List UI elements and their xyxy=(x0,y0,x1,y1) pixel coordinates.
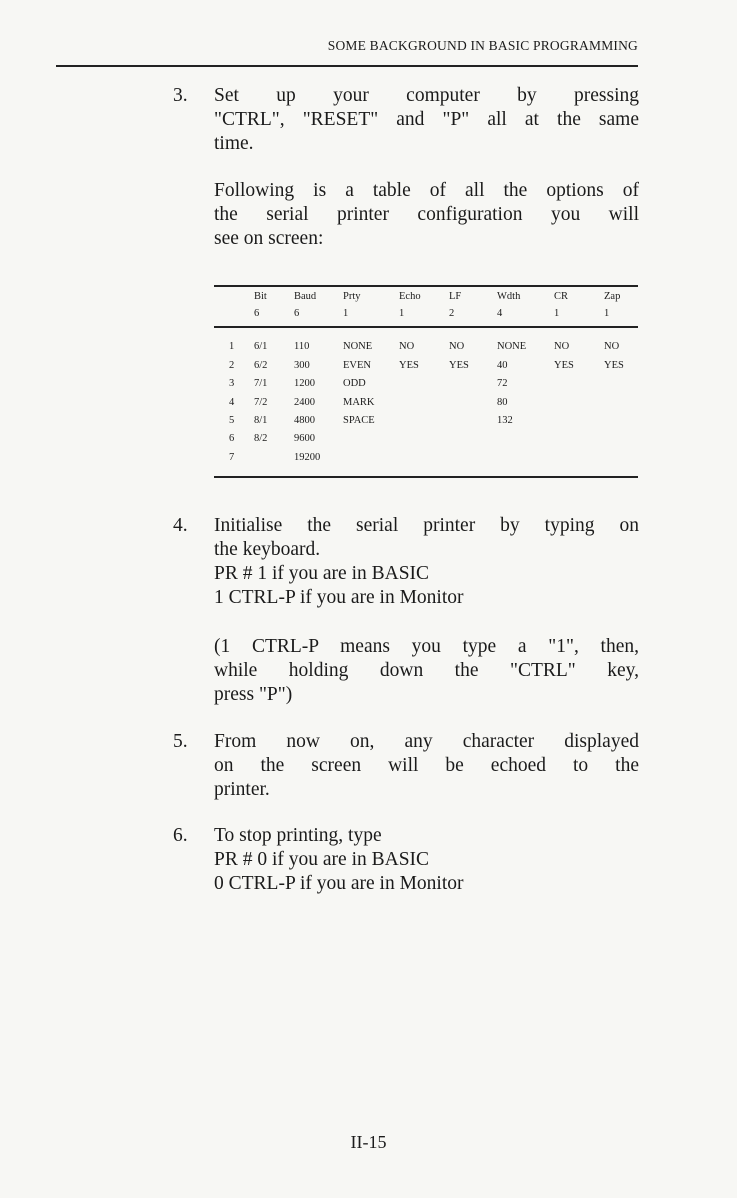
step-text-line: PR # 1 if you are in BASIC xyxy=(214,563,430,584)
default-value: 6 xyxy=(294,308,300,319)
option-index: 4 xyxy=(229,397,235,408)
step-text-line: on the screen will be echoed to the xyxy=(214,755,639,776)
step-number: 3. xyxy=(173,85,188,106)
table-cell: YES xyxy=(604,360,624,371)
step-number: 5. xyxy=(173,731,188,752)
step-text-line: Initialise the serial printer by typing on xyxy=(214,515,639,536)
step-text-line: To stop printing, type xyxy=(214,825,382,846)
table-cell: 7/1 xyxy=(254,378,268,389)
default-value: 6 xyxy=(254,308,260,319)
table-cell: 19200 xyxy=(294,452,321,463)
step-text-line: 1 CTRL-P if you are in Monitor xyxy=(214,587,464,608)
page-number: II-15 xyxy=(350,1132,387,1152)
table-cell: 72 xyxy=(497,378,508,389)
column-header: CR xyxy=(554,291,569,302)
step-text-line: press "P") xyxy=(214,684,293,705)
column-header: Echo xyxy=(399,291,421,302)
running-header: SOME BACKGROUND IN BASIC PROGRAMMING xyxy=(327,38,638,53)
step-text-line: while holding down the "CTRL" key, xyxy=(214,660,639,681)
table-cell: 8/1 xyxy=(254,415,268,426)
default-value: 1 xyxy=(604,308,610,319)
table-cell: 132 xyxy=(497,415,513,426)
table-cell: 7/2 xyxy=(254,397,268,408)
table-cell: 300 xyxy=(294,360,310,371)
table-cell: 6/2 xyxy=(254,360,268,371)
column-header: Wdth xyxy=(497,291,521,302)
table-cell: 4800 xyxy=(294,415,315,426)
table-cell: 6/1 xyxy=(254,341,268,352)
default-value: 2 xyxy=(449,308,455,319)
table-cell: ODD xyxy=(343,378,366,389)
option-index: 1 xyxy=(229,341,235,352)
table-cell: NO xyxy=(449,341,465,352)
table-cell: 8/2 xyxy=(254,433,268,444)
table-top-rule xyxy=(214,285,638,287)
step-number: 6. xyxy=(173,825,188,846)
table-cell: 1200 xyxy=(294,378,315,389)
table-cell: YES xyxy=(554,360,574,371)
table-bottom-rule xyxy=(214,476,638,478)
table-cell: 40 xyxy=(497,360,508,371)
table-cell: NONE xyxy=(497,341,527,352)
option-index: 5 xyxy=(229,415,235,426)
option-index: 3 xyxy=(229,378,235,389)
column-header: Prty xyxy=(343,291,361,302)
step-text-line: printer. xyxy=(214,779,270,800)
table-cell: YES xyxy=(399,360,419,371)
step-text-line: the serial printer configuration you will xyxy=(214,204,639,225)
column-header: LF xyxy=(449,291,462,302)
table-cell: 9600 xyxy=(294,433,315,444)
step-text-line: PR # 0 if you are in BASIC xyxy=(214,849,430,870)
table-cell: 110 xyxy=(294,341,310,352)
step-text-line: the keyboard. xyxy=(214,539,321,560)
column-header: Baud xyxy=(294,291,317,302)
default-value: 4 xyxy=(497,308,503,319)
option-index: 6 xyxy=(229,433,235,444)
step-text-line: Following is a table of all the options of xyxy=(214,180,639,201)
step-text-line: (1 CTRL-P means you type a "1", then, xyxy=(214,636,639,657)
step-number: 4. xyxy=(173,515,188,536)
table-header-rule xyxy=(214,326,638,328)
step-text-line: "CTRL", "RESET" and "P" all at the same xyxy=(214,109,639,130)
step-text-line: see on screen: xyxy=(214,228,324,249)
default-value: 1 xyxy=(399,308,405,319)
default-value: 1 xyxy=(343,308,349,319)
header-rule xyxy=(56,65,638,67)
table-cell: NO xyxy=(604,341,620,352)
option-index: 2 xyxy=(229,360,235,371)
table-cell: NO xyxy=(399,341,415,352)
step-text-line: 0 CTRL-P if you are in Monitor xyxy=(214,873,464,894)
default-value: 1 xyxy=(554,308,560,319)
step-text-line: Set up your computer by pressing xyxy=(214,85,639,106)
table-cell: 2400 xyxy=(294,397,315,408)
table-cell: SPACE xyxy=(343,415,375,426)
table-cell: YES xyxy=(449,360,469,371)
column-header: Zap xyxy=(604,291,621,302)
table-cell: NO xyxy=(554,341,570,352)
column-header: Bit xyxy=(254,291,267,302)
step-text-line: From now on, any character displayed xyxy=(214,731,639,752)
table-cell: 80 xyxy=(497,397,508,408)
table-cell: EVEN xyxy=(343,360,371,371)
table-cell: NONE xyxy=(343,341,373,352)
step-text-line: time. xyxy=(214,133,254,154)
option-index: 7 xyxy=(229,452,235,463)
table-cell: MARK xyxy=(343,397,375,408)
